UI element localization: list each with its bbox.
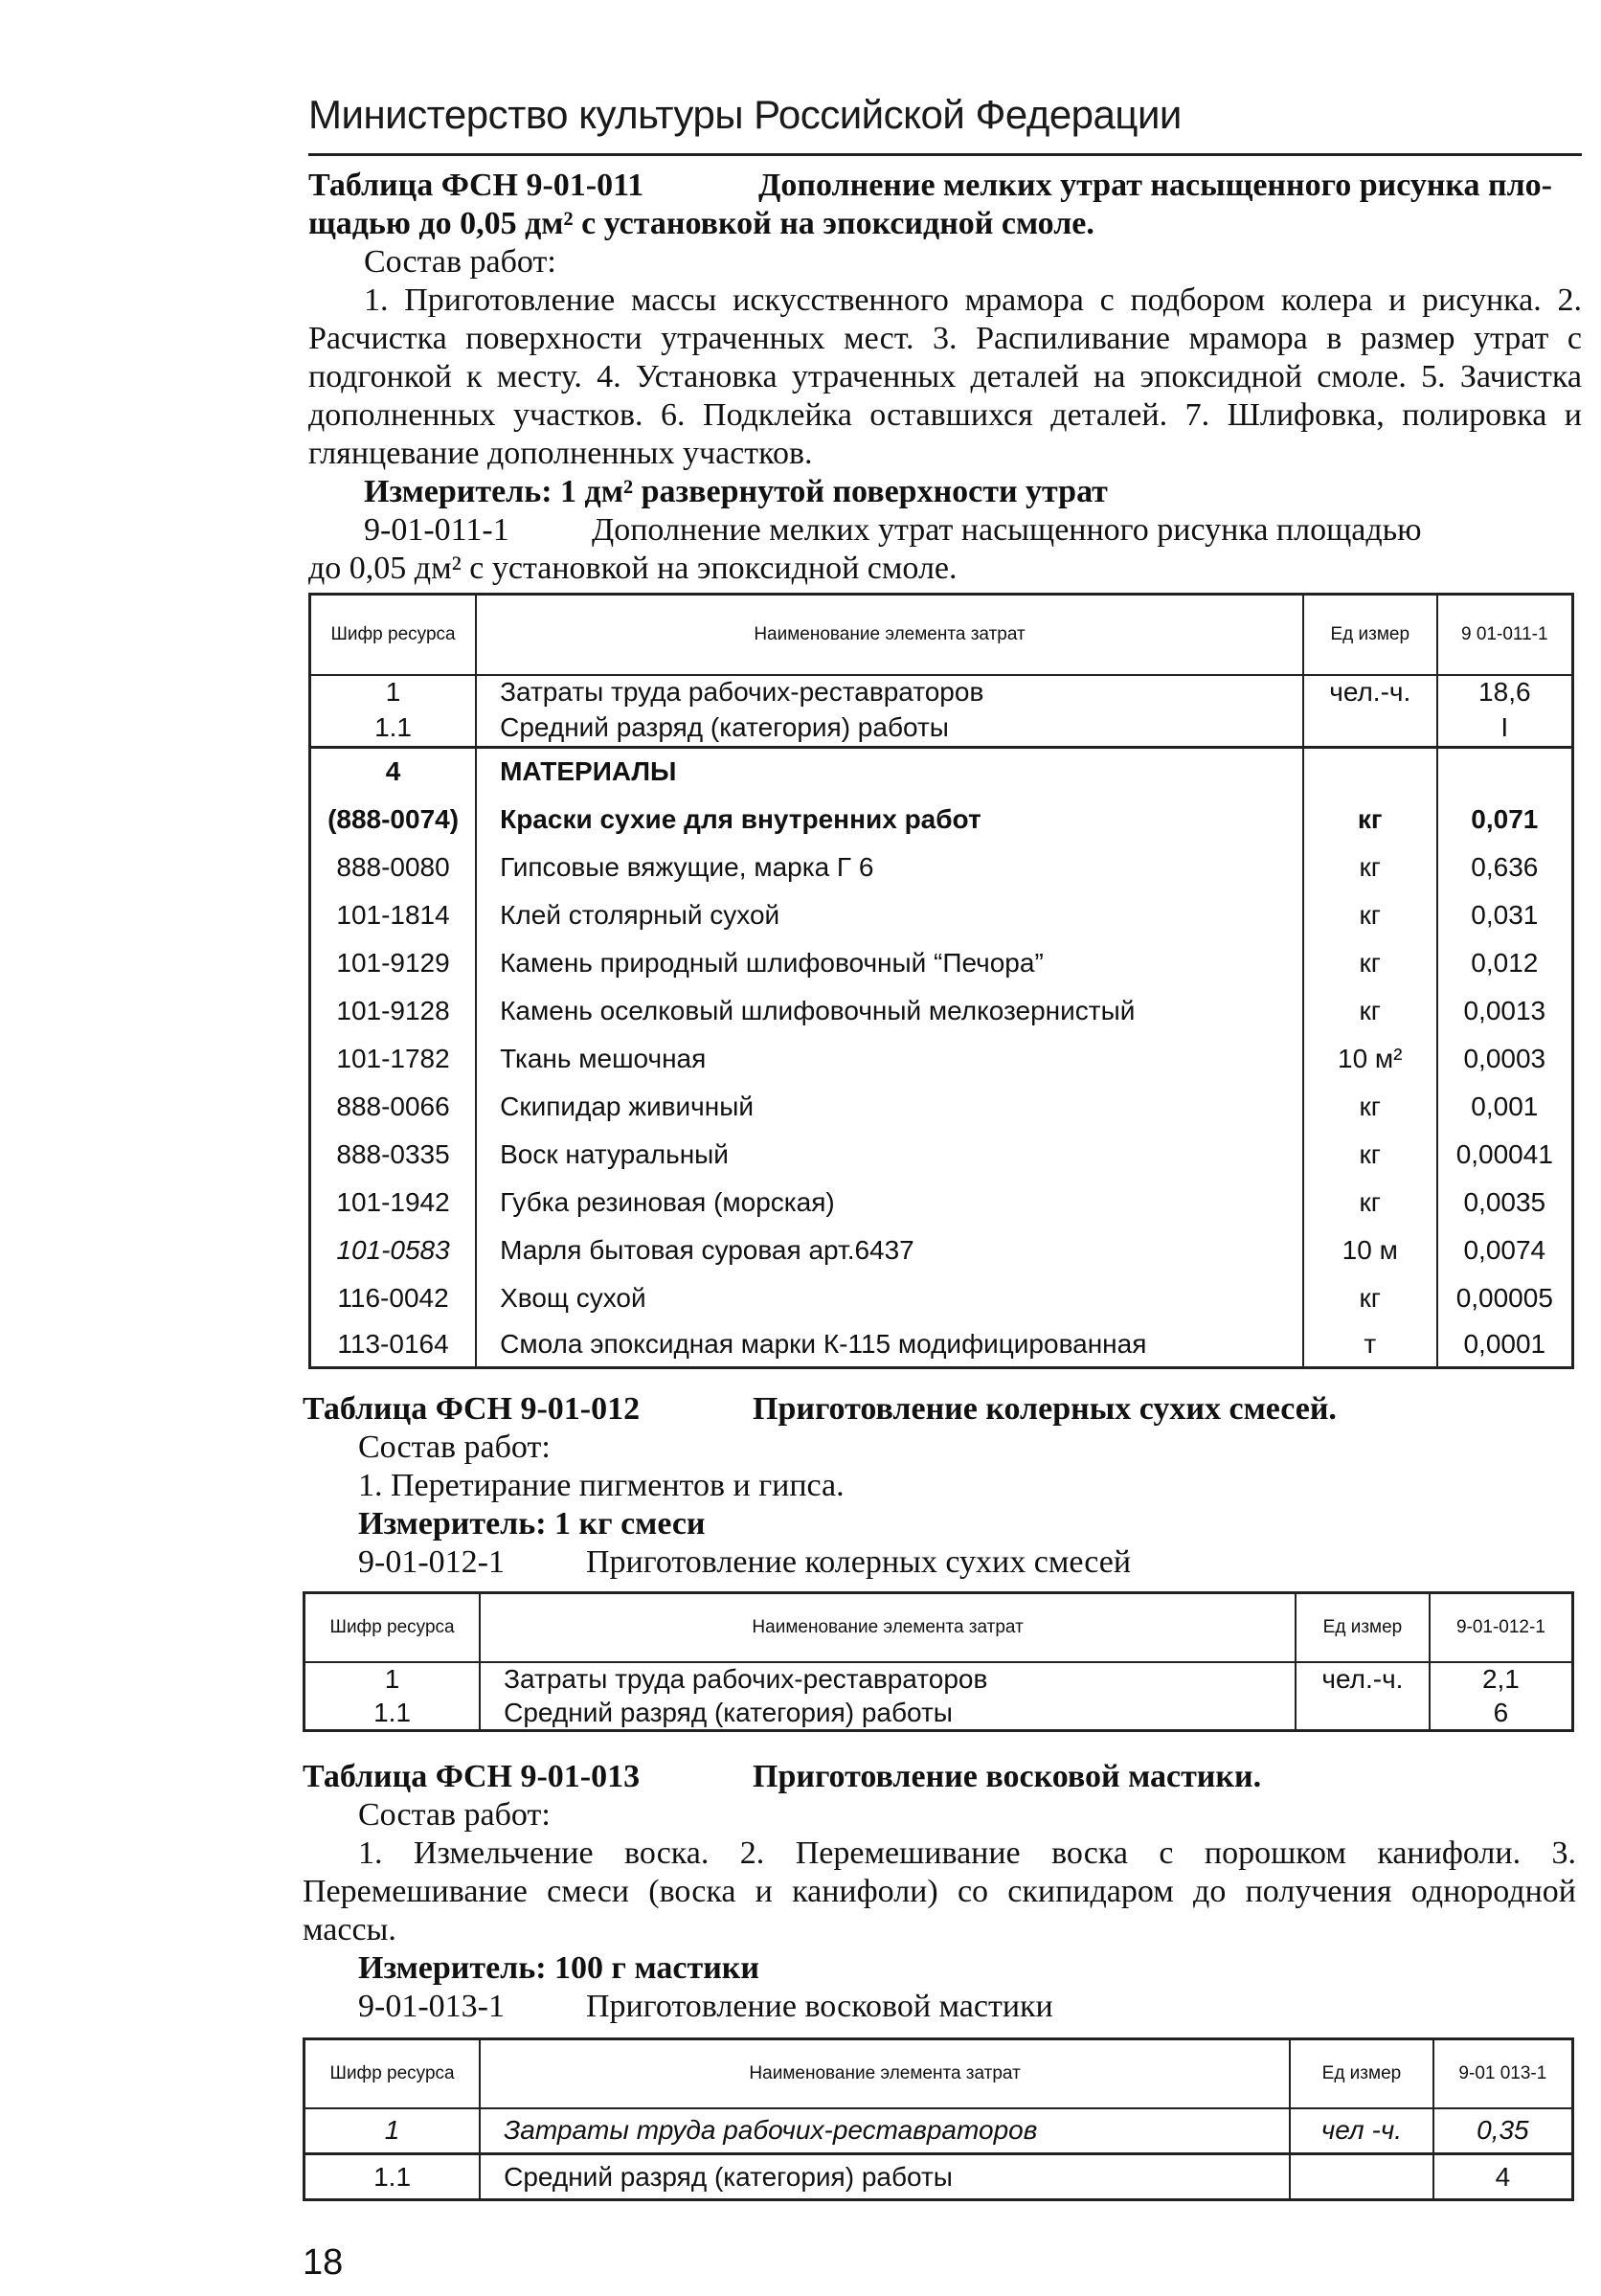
cell-unit: кг (1303, 987, 1437, 1035)
table2-header-code: Шифр ресурса (304, 1593, 481, 1662)
cell-name: Гипсовые вяжущие, марка Г 6 (476, 844, 1303, 891)
page-number: 18 (303, 2242, 344, 2283)
cell-name: Ткань мешочная (476, 1035, 1303, 1083)
cell-code: 101-1814 (310, 891, 477, 939)
table1-norm-text: Дополнение мелких утрат насыщенного рисунка площадью (592, 512, 1422, 548)
table3-heading (303, 1758, 1576, 2026)
table2-title (303, 1390, 1576, 1429)
cell-value: 0,636 (1437, 844, 1573, 891)
table3-title (303, 1758, 1576, 1796)
table3-norm-text: Приготовление восковой мастики (586, 1989, 1053, 2024)
cell-name: Средний разряд (категория) работы (480, 1697, 1296, 1731)
table3-composition-text: 1. Измельчение воска. 2. Перемешивание воска с порошком канифоли. 3. Перемешивание смеси (воска и канифоли) со скипидаром до получения однородной массы. (303, 1835, 1576, 1947)
cell-value: 4 (1433, 2154, 1573, 2200)
table1-heading (308, 167, 1582, 588)
cell-code: 4 (310, 748, 477, 796)
cell-code: (888-0074) (310, 796, 477, 844)
table3-title-text: Приготовление восковой мастики. (753, 1759, 1262, 1794)
cell-unit: кг (1303, 1083, 1437, 1131)
cell-code: 1.1 (304, 1697, 481, 1731)
table-row (310, 1179, 1573, 1227)
table2-title-text: Приготовление колерных сухих смесей. (753, 1391, 1337, 1427)
table1-header-value: 9 01-011-1 (1437, 595, 1573, 675)
table2-resources (303, 1591, 1574, 1732)
table1-composition-label: Состав работ: (364, 244, 556, 280)
table-row (310, 1131, 1573, 1179)
cell-unit: кг (1303, 1131, 1437, 1179)
page-header: Министерство культуры Российской Федерации (308, 92, 1182, 137)
table-row (310, 844, 1573, 891)
table3-code: Таблица ФСН 9-01-013 (303, 1759, 641, 1794)
table-row (310, 939, 1573, 987)
table2-code: Таблица ФСН 9-01-012 (303, 1391, 641, 1427)
table-row (310, 748, 1573, 796)
cell-unit: кг (1303, 891, 1437, 939)
cell-name: Скипидар живичный (476, 1083, 1303, 1131)
cell-name: Затраты труда рабочих-реставраторов (480, 1662, 1296, 1697)
table-row (310, 675, 1573, 709)
table3-header-code: Шифр ресурса (304, 2039, 481, 2108)
cell-name: Средний разряд (категория) работы (476, 709, 1303, 748)
table3-meter: Измеритель: 100 г мастики (358, 1950, 759, 1986)
cell-code: 1 (304, 1662, 481, 1697)
table2-composition-label: Состав работ: (358, 1429, 551, 1465)
cell-value: 0,00041 (1437, 1131, 1573, 1179)
cell-code: 888-0066 (310, 1083, 477, 1131)
cell-unit: 10 м² (1303, 1035, 1437, 1083)
cell-value: 0,0001 (1437, 1322, 1573, 1368)
cell-value: 0,071 (1437, 796, 1573, 844)
cell-name: Средний разряд (категория) работы (480, 2154, 1290, 2200)
cell-value: 2,1 (1430, 1662, 1573, 1697)
table1-header-name: Наименование элемента затрат (476, 595, 1303, 675)
table3-norm-code: 9-01-013-1 (358, 1989, 505, 2024)
table3-composition-label: Состав работ: (358, 1797, 551, 1833)
cell-code: 1.1 (304, 2154, 481, 2200)
table1-header-code: Шифр ресурса (310, 595, 477, 675)
table-row (304, 2154, 1573, 2200)
cell-code: 101-1942 (310, 1179, 477, 1227)
table1-header-unit: Ед измер (1303, 595, 1437, 675)
table-row (310, 1035, 1573, 1083)
cell-name: Краски сухие для внутренних работ (476, 796, 1303, 844)
table2-norm-code: 9-01-012-1 (358, 1544, 505, 1580)
cell-value: 0,012 (1437, 939, 1573, 987)
table-row (310, 1227, 1573, 1274)
cell-name: Затраты труда рабочих-реставраторов (480, 2108, 1290, 2154)
cell-value: 0,00005 (1437, 1274, 1573, 1322)
table3-header-name: Наименование элемента затрат (480, 2039, 1290, 2108)
cell-value: 0,0035 (1437, 1179, 1573, 1227)
cell-unit: чел -ч. (1290, 2108, 1433, 2154)
cell-name: Губка резиновая (морская) (476, 1179, 1303, 1227)
cell-name: Марля бытовая суровая арт.6437 (476, 1227, 1303, 1274)
table3-norm (303, 1988, 1576, 2026)
cell-unit: 10 м (1303, 1227, 1437, 1274)
cell-unit: чел.-ч. (1296, 1662, 1430, 1697)
table-row (304, 1697, 1573, 1731)
cell-code: 101-0583 (310, 1227, 477, 1274)
table-row (310, 1083, 1573, 1131)
cell-unit (1303, 709, 1437, 748)
cell-code: 1 (304, 2108, 481, 2154)
table3-header-unit: Ед измер (1290, 2039, 1433, 2108)
cell-value: I (1437, 709, 1573, 748)
cell-code: 116-0042 (310, 1274, 477, 1322)
cell-code: 101-1782 (310, 1035, 477, 1083)
cell-code: 101-9128 (310, 987, 477, 1035)
table2-norm-text: Приготовление колерных сухих смесей (586, 1544, 1132, 1580)
table2-heading (303, 1390, 1576, 1582)
table-row (310, 1274, 1573, 1322)
table2-header-name: Наименование элемента затрат (480, 1593, 1296, 1662)
cell-value: 18,6 (1437, 675, 1573, 709)
table-row (310, 1322, 1573, 1368)
cell-code: 1 (310, 675, 477, 709)
table1-norm-code: 9-01-011-1 (364, 512, 509, 548)
table1-norm-text-line2: до 0,05 дм² с установкой на эпоксидной смоле. (308, 551, 958, 586)
cell-unit (1303, 748, 1437, 796)
table1-composition-text: 1. Приготовление массы искусственного мрамора с подбором колера и рисунка. 2. Расчистка поверхности утраченных мест. 3. Распиливание мрамора в размер утрат с подгонкой к месту. 4. Установка утраченных деталей на эпоксидной смоле. 5. Зачистка дополненных участков. 6. Подклейка оставшихся деталей. 7. Шлифовка, полировка и глянцевание дополненных участков. (308, 282, 1582, 471)
cell-unit: кг (1303, 796, 1437, 844)
cell-code: 888-0335 (310, 1131, 477, 1179)
cell-code: 1.1 (310, 709, 477, 748)
table-row (310, 709, 1573, 748)
cell-name: Смола эпоксидная марки К-115 модифицированная (476, 1322, 1303, 1368)
cell-code: 101-9129 (310, 939, 477, 987)
cell-value: 0,0013 (1437, 987, 1573, 1035)
cell-name: Затраты труда рабочих-реставраторов (476, 675, 1303, 709)
table1-title-line2: щадью до 0,05 дм² с установкой на эпоксидной смоле. (308, 206, 1094, 241)
cell-unit (1296, 1697, 1430, 1731)
cell-value (1437, 748, 1573, 796)
cell-value: 0,0074 (1437, 1227, 1573, 1274)
cell-name: Клей столярный сухой (476, 891, 1303, 939)
table1-title-text: Дополнение мелких утрат насыщенного рисунка пло- (758, 168, 1552, 203)
table1-code: Таблица ФСН 9-01-011 (308, 168, 644, 203)
cell-value: 0,35 (1433, 2108, 1573, 2154)
cell-value: 0,001 (1437, 1083, 1573, 1131)
table-row (304, 2108, 1573, 2154)
cell-code: 888-0080 (310, 844, 477, 891)
table2-header-unit: Ед измер (1296, 1593, 1430, 1662)
header-rule (308, 153, 1582, 156)
table-row (304, 1662, 1573, 1697)
cell-name: МАТЕРИАЛЫ (476, 748, 1303, 796)
table-row (310, 891, 1573, 939)
cell-name: Камень оселковый шлифовочный мелкозернистый (476, 987, 1303, 1035)
cell-unit: кг (1303, 1179, 1437, 1227)
cell-unit: кг (1303, 844, 1437, 891)
table-row (310, 796, 1573, 844)
table2-composition-text: 1. Перетирание пигментов и гипса. (358, 1468, 845, 1503)
table1-resources (308, 593, 1574, 1369)
cell-value: 0,0003 (1437, 1035, 1573, 1083)
cell-value: 0,031 (1437, 891, 1573, 939)
table3-header-value: 9-01 013-1 (1433, 2039, 1573, 2108)
table2-meter: Измеритель: 1 кг смеси (358, 1506, 706, 1542)
cell-name: Камень природный шлифовочный “Печора” (476, 939, 1303, 987)
table2-header-value: 9-01-012-1 (1430, 1593, 1573, 1662)
cell-unit: т (1303, 1322, 1437, 1368)
cell-name: Воск натуральный (476, 1131, 1303, 1179)
cell-value: 6 (1430, 1697, 1573, 1731)
cell-unit: кг (1303, 1274, 1437, 1322)
cell-unit: чел.-ч. (1303, 675, 1437, 709)
table1-title (308, 167, 1582, 205)
cell-name: Хвощ сухой (476, 1274, 1303, 1322)
cell-unit (1290, 2154, 1433, 2200)
table1-norm (308, 511, 1582, 550)
cell-unit: кг (1303, 939, 1437, 987)
cell-code: 113-0164 (310, 1322, 477, 1368)
table3-resources (303, 2037, 1574, 2201)
table1-meter: Измеритель: 1 дм² развернутой поверхности утрат (364, 474, 1108, 509)
table-row (310, 987, 1573, 1035)
table2-norm (303, 1543, 1576, 1582)
